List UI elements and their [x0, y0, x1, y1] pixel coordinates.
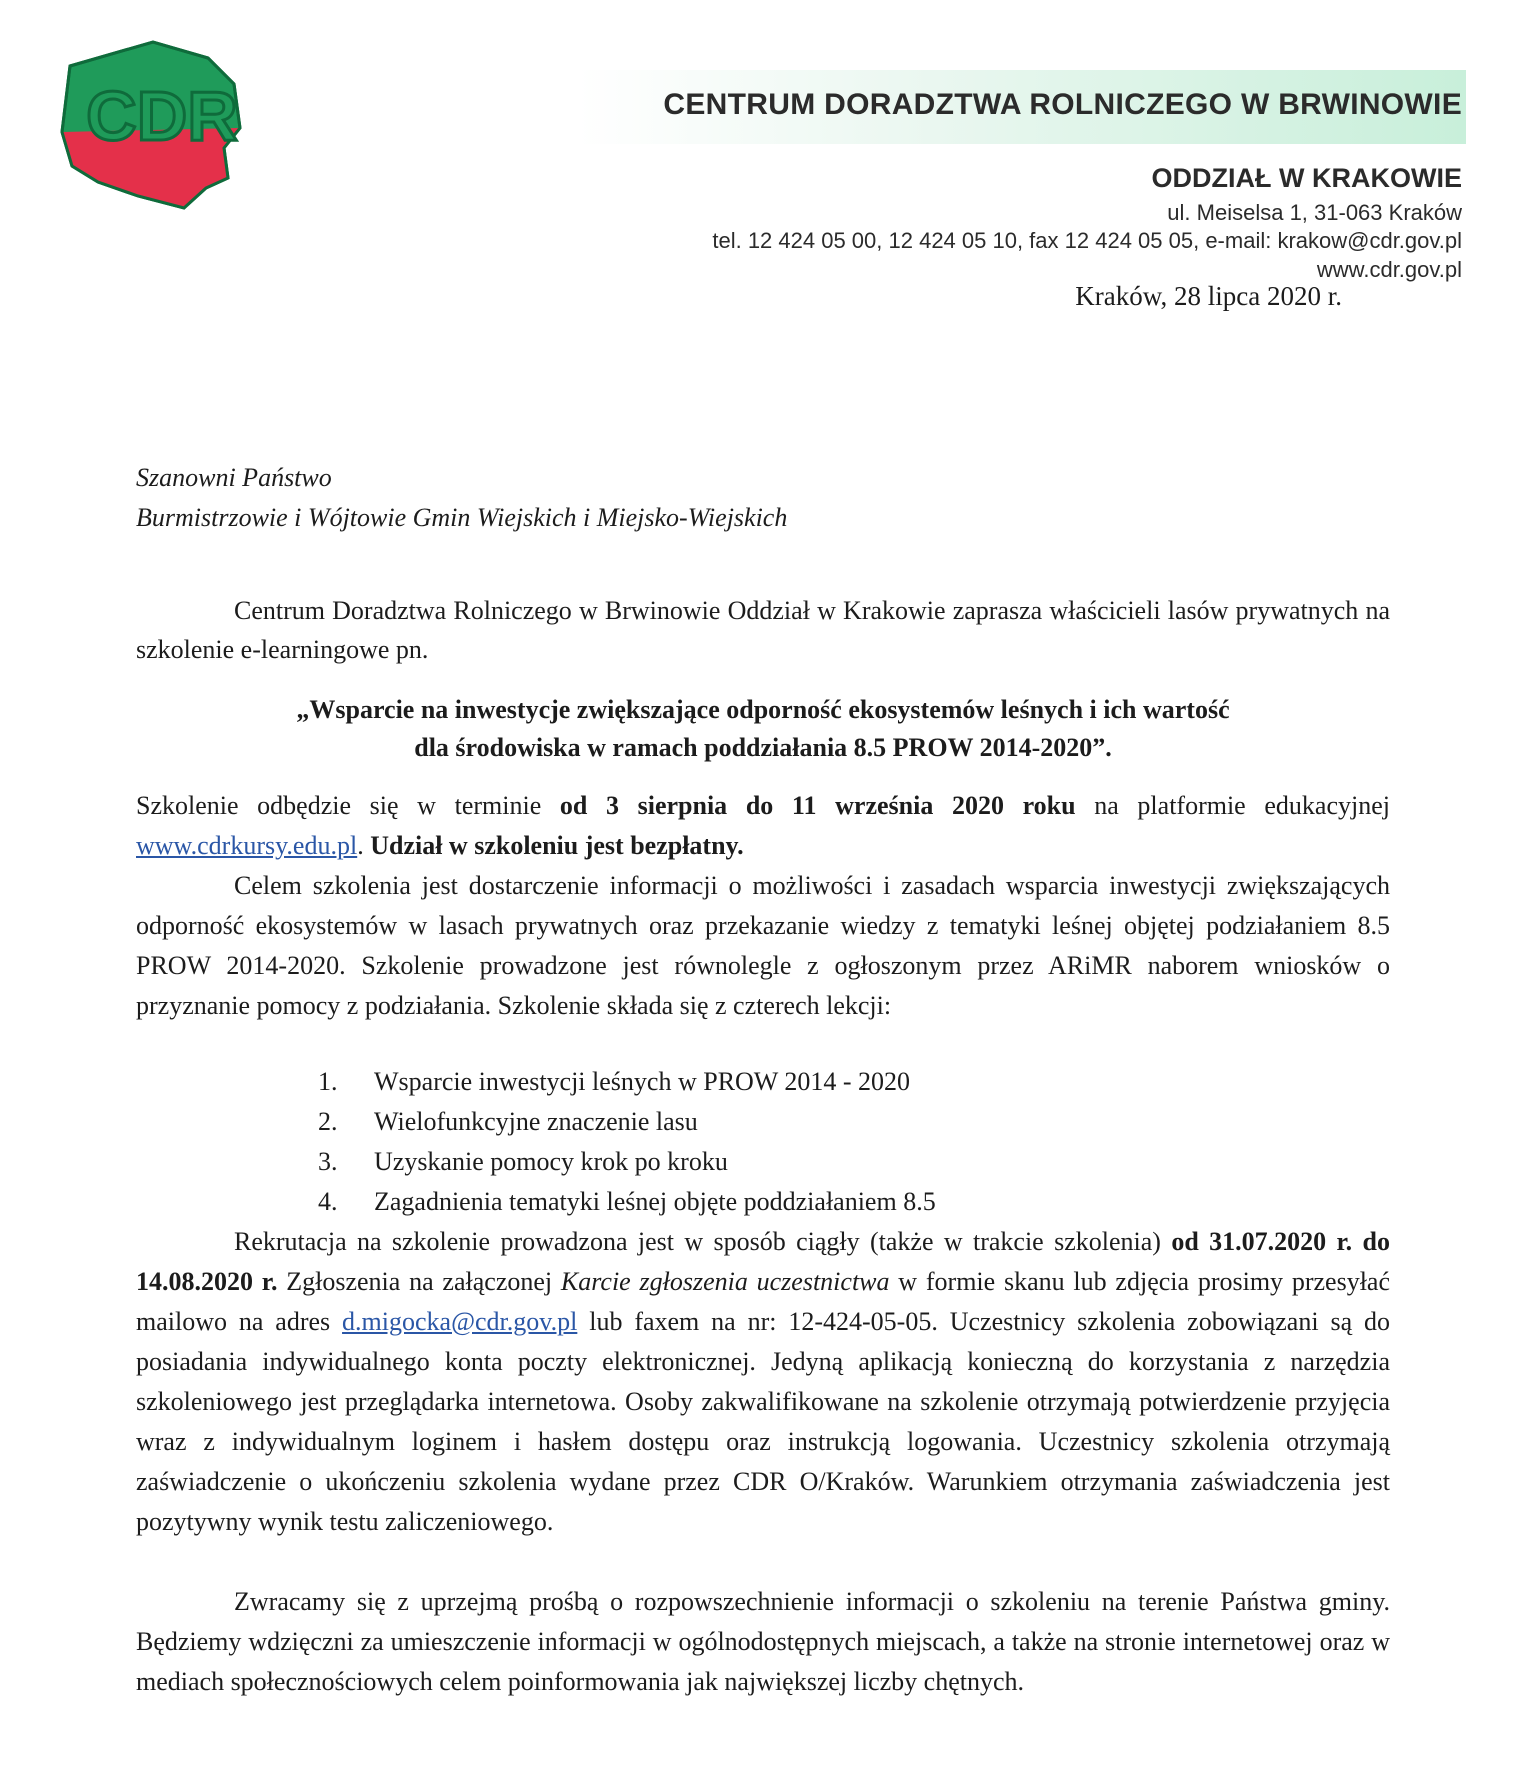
intro-paragraph	[136, 591, 1390, 669]
lesson-number: 1.	[318, 1067, 338, 1096]
list-item	[318, 1142, 936, 1182]
cdr-logo	[58, 36, 256, 212]
list-item	[318, 1102, 936, 1142]
training-title	[136, 691, 1390, 767]
salutation-line-2: Burmistrzowie i Wójtowie Gmin Wiejskich i Miejsko-Wiejskich	[136, 503, 788, 532]
branch-name: ODDZIAŁ W KRAKOWIE	[1151, 163, 1462, 193]
platform-link[interactable]: www.cdrkursy.edu.pl	[136, 831, 358, 860]
lesson-text: Wsparcie inwestycji leśnych w PROW 2014 - 2020	[374, 1067, 911, 1096]
recruitment-text-4: lub faxem na nr: 12-424-05-05. Uczestnicy szkolenia zobowiązani są do posiadania indywidualnego konta poczty elektronicznej. Jedyną aplikacją konieczną do korzystania z narzędzia szkoleniowego jest przeglądarka internetowa. Osoby zakwalifikowane na szkolenie otrzymają potwierdzenie przyjęcia wraz z indywidualnym loginem i hasłem dostępu oraz instrukcją logowania. Uczestnicy szkolenia otrzymają zaświadczenie o ukończeniu szkolenia wydane przez CDR O/Kraków. Warunkiem otrzymania zaświadczenia jest pozytywny wynik testu zaliczeniowego.	[136, 1307, 1390, 1536]
details-section	[136, 786, 1390, 1026]
contact-phones: tel. 12 424 05 00, 12 424 05 10, fax 12 424 05 05, e-mail: krakow@cdr.gov.pl	[712, 228, 1462, 253]
recruitment-paragraph	[136, 1222, 1390, 1542]
recruitment-text-2: Zgłoszenia na załączonej	[277, 1267, 561, 1296]
salutation	[136, 458, 787, 538]
recruitment-text-3: w formie skanu lub zdjęcia prosimy przesyłać mailowo na adres	[136, 1267, 1391, 1336]
address: ul. Meiselsa 1, 31-063 Kraków	[1167, 200, 1462, 225]
lesson-text: Wielofunkcyjne znaczenie lasu	[374, 1107, 698, 1136]
list-item	[318, 1182, 936, 1222]
free-notice: Udział w szkoleniu jest bezpłatny.	[370, 831, 744, 860]
lessons-list	[318, 1062, 936, 1222]
lesson-number: 4.	[318, 1187, 338, 1216]
website: www.cdr.gov.pl	[1316, 257, 1462, 282]
salutation-line-1: Szanowni Państwo	[136, 463, 332, 492]
closing-paragraph: Zwracamy się z uprzejmą prośbą o rozpowszechnienie informacji o szkoleniu na terenie Państwa gminy. Będziemy wdzięczni za umieszczenie informacji w ogólnodostępnych miejscach, a także na stronie internetowej oraz w mediach społecznościowych celem poinformowania jak największej liczby chętnych.	[136, 1587, 1390, 1696]
lesson-number: 3.	[318, 1147, 338, 1176]
form-name: Karcie zgłoszenia uczestnictwa	[560, 1267, 890, 1296]
lesson-text: Zagadnienia tematyki leśnej objęte poddziałaniem 8.5	[374, 1187, 936, 1216]
lesson-text: Uzyskanie pomocy krok po kroku	[374, 1147, 728, 1176]
schedule-dot: .	[357, 831, 371, 860]
org-name: CENTRUM DORADZTWA ROLNICZEGO W BRWINOWIE	[663, 88, 1462, 121]
training-title-line-2: dla środowiska w ramach poddziałania 8.5 PROW 2014-2020”.	[414, 733, 1112, 762]
schedule-prefix: Szkolenie odbędzie się w terminie	[136, 791, 560, 820]
place-date: Kraków, 28 lipca 2020 r.	[1075, 281, 1342, 311]
goal-paragraph: Celem szkolenia jest dostarczenie informacji o możliwości i zasadach wsparcia inwestycji zwiększających odporność ekosystemów w lasach prywatnych oraz przekazanie wiedzy z tematyki leśnej objętej podziałaniem 8.5 PROW 2014-2020. Szkolenie prowadzone jest równolegle z ogłoszonym przez ARiMR naborem wniosków o przyznanie pomocy z podziałania. Szkolenie składa się z czterech lekcji:	[136, 871, 1390, 1020]
closing-section	[136, 1582, 1390, 1702]
recruitment-dates: od 31.07.2020 r. do 14.08.2020 r.	[136, 1227, 1390, 1296]
lesson-number: 2.	[318, 1107, 338, 1136]
schedule-middle: na platformie edukacyjnej	[1075, 791, 1390, 820]
recruitment-text-1: Rekrutacja na szkolenie prowadzona jest w sposób ciągły (także w trakcie szkolenia)	[234, 1227, 1172, 1256]
schedule-dates: od 3 sierpnia do 11 września 2020 roku	[559, 791, 1076, 820]
list-item	[318, 1062, 936, 1102]
email-link[interactable]: d.migocka@cdr.gov.pl	[342, 1307, 578, 1336]
recruitment-section	[136, 1222, 1390, 1542]
logo-text: CDR	[86, 77, 238, 155]
schedule-paragraph	[136, 786, 1390, 866]
intro-text: Centrum Doradztwa Rolniczego w Brwinowie Oddział w Krakowie zaprasza właścicieli lasów prywatnych na szkolenie e-learningowe pn.	[136, 596, 1390, 664]
training-title-line-1: „Wsparcie na inwestycje zwiększające odporność ekosystemów leśnych i ich wartość	[296, 695, 1230, 724]
